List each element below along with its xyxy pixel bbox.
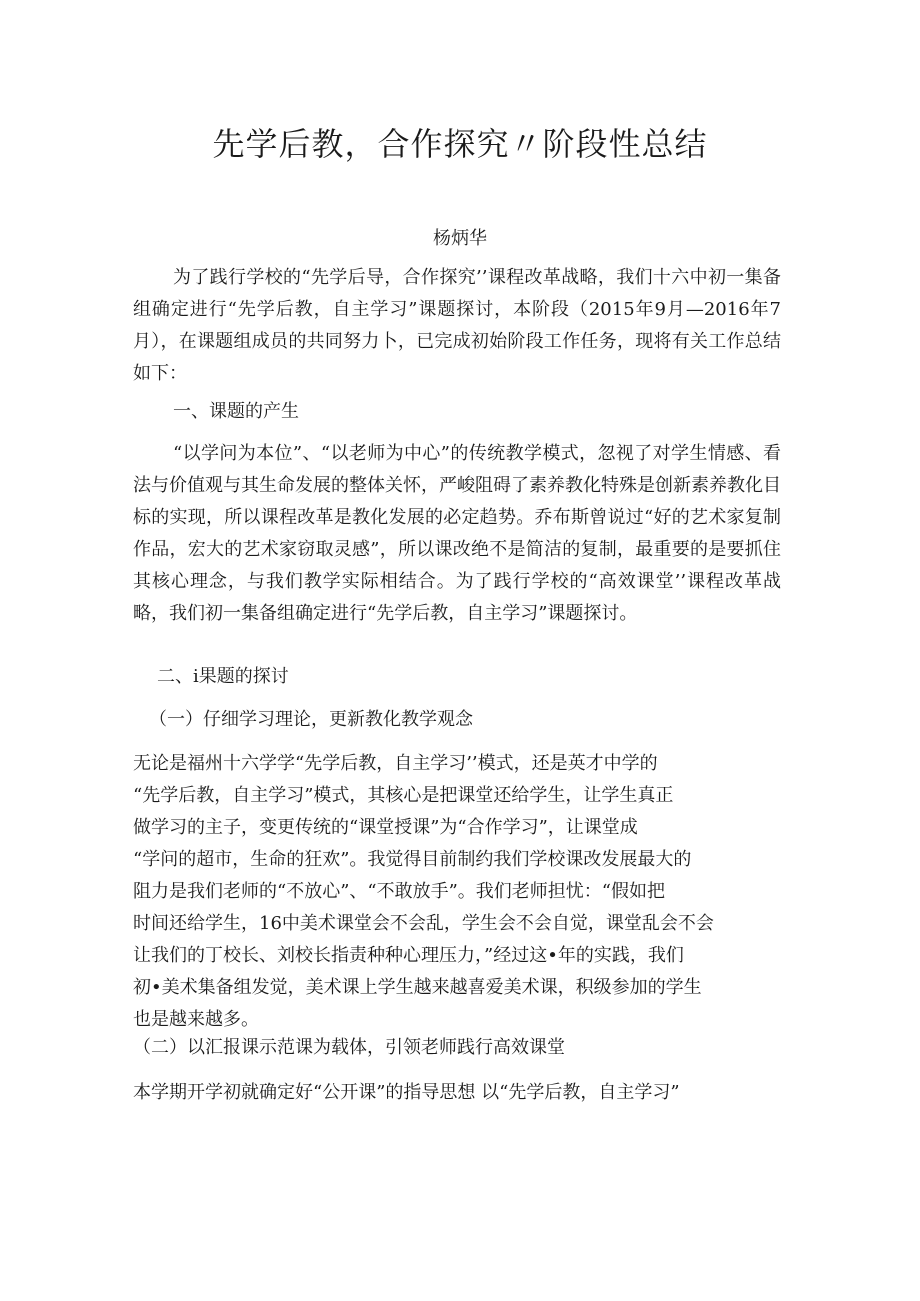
subsection-2-first-line: 本学期开学初就确定好“公开课”的指导思想 以“先学后教，自主学习” <box>133 1082 680 1103</box>
page-title: 先学后教，合作探究〃阶段性总结 <box>212 125 708 163</box>
paragraph-line: 做学习的主子，变更传统的“课堂授课”为“合作学习”，让课堂成 <box>133 817 638 838</box>
subsection-2-heading: （二）以汇报课示范课为载体，引领老师践行高效课堂 <box>133 1037 565 1058</box>
section-2-heading: 二、i果题的探讨 <box>157 666 289 687</box>
paragraph-line: 初•美术集备组发觉，美术课上学生越来越喜爱美术课，积级参加的学生 <box>133 977 702 998</box>
paragraph-line: 阻力是我们老师的“不放心”、“不敢放手”。我们老师担忧：“假如把 <box>133 881 666 902</box>
paragraph-line: 时间还给学生，16中美术课堂会不会乱，学生会不会自觉，课堂乱会不会 <box>133 913 714 934</box>
section-1-heading: 一、课题的产生 <box>173 401 299 422</box>
paragraph-line: “先学后教，自主学习”模式，其核心是把课堂还给学生，让学生真正 <box>133 785 674 806</box>
paragraph-line: “学问的超市，生命的狂欢”。我觉得目前制约我们学校课改发展最大的 <box>133 849 692 870</box>
paragraph-line: 无论是福州十六学学“先学后教，自主学习’’模式，还是英才中学的 <box>133 753 658 774</box>
intro-paragraph: 为了践行学校的“先学后导，合作探究’’课程改革战略，我们十六中初一集备组确定进行“先学后教，自主学习”课题探讨，本阶段（2015年9月—2016年7月），在课题组成员的共同努力卜，已完成初始阶段工作任务，现将有关工作总结如下： <box>133 267 781 384</box>
subsection-1-paragraph <box>133 748 793 1036</box>
author-name: 杨炳华 <box>433 228 487 249</box>
paragraph-line: 让我们的丁校长、刘校长指责种种心理压力，”经过这•年的实践，我们 <box>133 945 684 966</box>
paragraph-line: 也是越来越多。 <box>133 1009 259 1030</box>
subsection-1-heading: （一）仔细学习理论，更新教化教学观念 <box>149 709 473 730</box>
section-1-paragraph: “以学问为本位”、“以老师为中心”的传统教学模式，忽视了对学生情感、看法与价值观与其生命发展的整体关怀，严峻阻碍了素养教化特殊是创新素养教化目标的实现，所以课程改革是教化发展的必定趋势。乔布斯曾说过“好的艺术家复制作品，宏大的艺术家窃取灵感”，所以课改绝不是简洁的复制，最重要的是要抓住其核心理念，与我们教学实际相结合。为了践行学校的“高效课堂’’课程改革战略，我们初一集备组确定进行“先学后教，自主学习”课题探讨。 <box>133 443 781 624</box>
